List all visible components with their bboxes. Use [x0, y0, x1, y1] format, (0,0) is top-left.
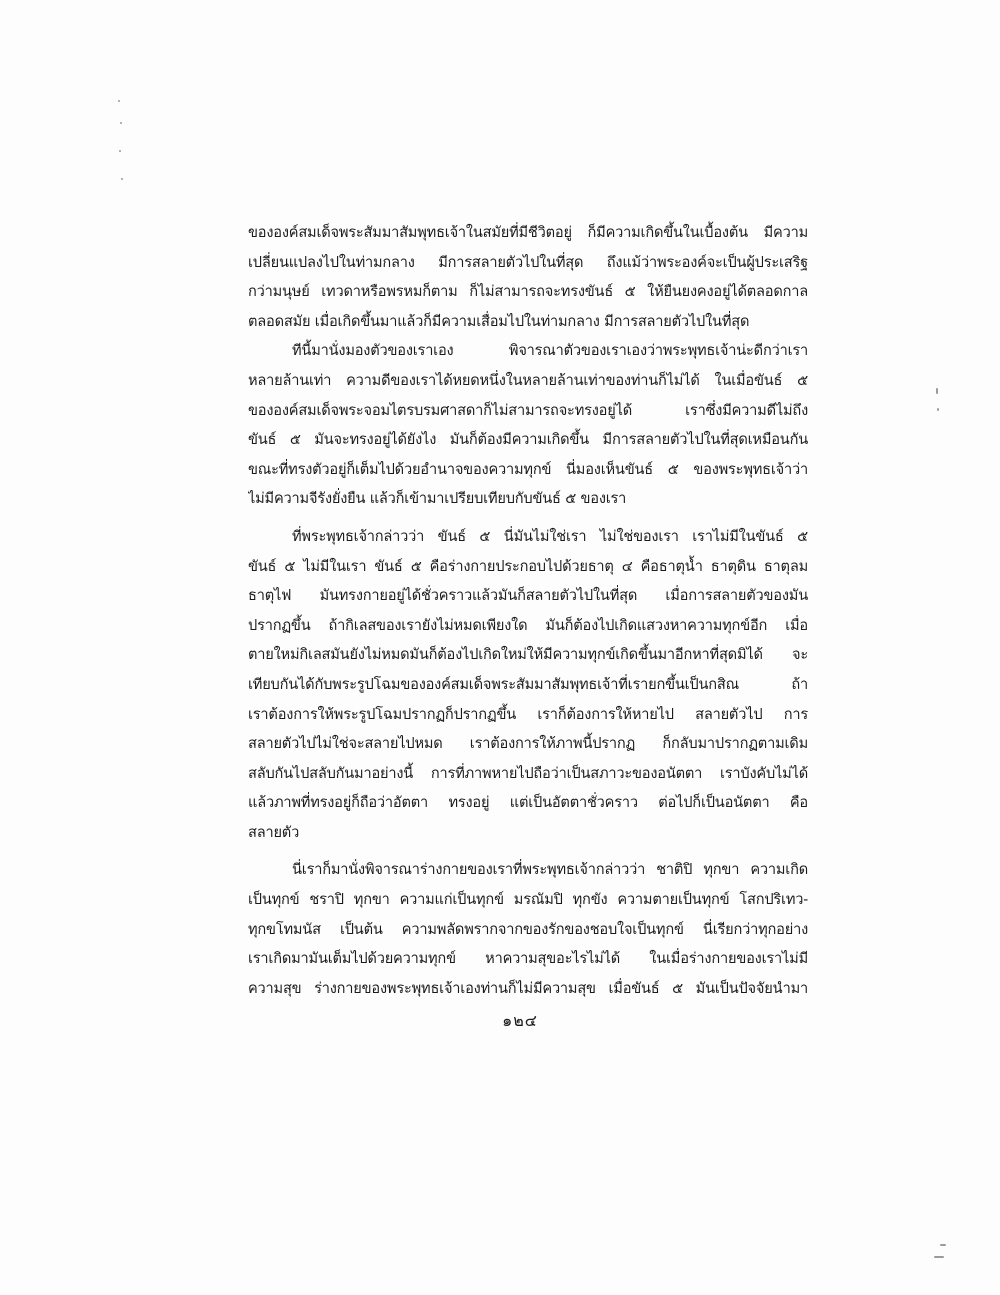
text-line: ความสุข ร่างกายของพระพุทธเจ้าเองท่านก็ไม่มีความสุข เมื่อขันธ์ ๕ มันเป็นปัจจัยนำมา — [248, 979, 808, 997]
text-line: สลับกันไปสลับกันมาอย่างนี้ การที่ภาพหายไปถือว่าเป็นสภาวะของอนัตตา เราบังคับไม่ได้ — [248, 764, 808, 782]
body-text — [248, 218, 808, 1003]
text-line: เราต้องการให้พระรูปโฉมปรากฏก็ปรากฏขึ้น เราก็ต้องการให้หายไป สลายตัวไป การ — [248, 705, 808, 723]
text-line: ขององค์สมเด็จพระสัมมาสัมพุทธเจ้าในสมัยที่มีชีวิตอยู่ ก็มีความเกิดขึ้นในเบื้องต้น มีความ — [248, 224, 808, 241]
scan-speck — [936, 388, 938, 394]
text-line: ธาตุไฟ มันทรงกายอยู่ได้ชั่วคราวแล้วมันก็สลายตัวไปในที่สุด เมื่อการสลายตัวของมัน — [248, 587, 808, 605]
scan-speck — [121, 178, 123, 180]
text-line: เปลี่ยนแปลงไปในท่ามกลาง มีการสลายตัวไปในที่สุด ถึงแม้ว่าพระองค์จะเป็นผู้ประเสริฐ — [248, 253, 808, 271]
scan-speck — [934, 1256, 944, 1258]
page-number: ๑๒๔ — [502, 1011, 538, 1030]
text-line: ทุกขโทมนัส เป็นต้น ความพลัดพรากจากของรักของชอบใจเป็นทุกข์ นี่เรียกว่าทุกอย่าง — [248, 920, 808, 938]
text-line: ปรากฏขึ้น ถ้ากิเลสของเรายังไม่หมดเพียงใด มันก็ต้องไปเกิดแสวงหาความทุกข์อีก เมื่อ — [248, 616, 808, 634]
text-line: หลายล้านเท่า ความดีของเราได้หยดหนึ่งในหลายล้านเท่าของท่านก็ไม่ได้ ในเมื่อขันธ์ ๕ — [248, 371, 808, 389]
text-line: ตายใหม่กิเลสมันยังไม่หมดมันก็ต้องไปเกิดใหม่ให้มีความทุกข์เกิดขึ้นมาอีกหาที่สุดมิได้ จะ — [248, 646, 808, 664]
text-line: แล้วภาพที่ทรงอยู่ก็ถือว่าอัตตา ทรงอยู่ แต่เป็นอัตตาชั่วคราว ต่อไปก็เป็นอนัตตา คือ — [248, 794, 808, 812]
text-line: เป็นทุกข์ ชราปิ ทุกขา ความแก่เป็นทุกข์ มรณัมปิ ทุกขัง ความตายเป็นทุกข์ โสกปริเทว- — [248, 891, 808, 909]
text-line: สลายตัว — [248, 823, 300, 841]
text-line: ตลอดสมัย เมื่อเกิดขึ้นมาแล้วก็มีความเสื่อมไปในท่ามกลาง มีการสลายตัวไปในที่สุด — [248, 312, 750, 330]
text-line: ทีนี้มานั่งมองตัวของเราเอง พิจารณาตัวของเราเองว่าพระพุทธเจ้าน่ะดีกว่าเรา — [292, 342, 808, 360]
scan-speck — [940, 1244, 946, 1246]
text-line: ที่พระพุทธเจ้ากล่าวว่า ขันธ์ ๕ นี่มันไม่ใช่เรา ไม่ใช่ของเรา เราไม่มีในขันธ์ ๕ — [292, 527, 808, 545]
text-line: สลายตัวไปไม่ใช่จะสลายไปหมด เราต้องการให้ภาพนี้ปรากฏ ก็กลับมาปรากฏตามเดิม — [248, 735, 808, 753]
text-line: ขององค์สมเด็จพระจอมไตรบรมศาสดาก็ไม่สามารถจะทรงอยู่ได้ เราซึ่งมีความดีไม่ถึง — [248, 401, 808, 419]
scan-speck — [937, 408, 939, 411]
text-line: ขันธ์ ๕ มันจะทรงอยู่ได้ยังไง มันก็ต้องมีความเกิดขึ้น มีการสลายตัวไปในที่สุดเหมือนกัน — [248, 431, 808, 449]
text-line: เทียบกันได้กับพระรูปโฉมขององค์สมเด็จพระสัมมาสัมพุทธเจ้าที่เรายกขึ้นเป็นกสิณ ถ้า — [248, 675, 808, 693]
text-line: ขันธ์ ๕ ไม่มีในเรา ขันธ์ ๕ คือร่างกายประกอบไปด้วยธาตุ ๔ คือธาตุน้ำ ธาตุดิน ธาตุลม — [248, 557, 808, 575]
text-line: นี่เราก็มานั่งพิจารณาร่างกายของเราที่พระพุทธเจ้ากล่าวว่า ชาติปิ ทุกขา ความเกิด — [292, 861, 808, 879]
text-line: ไม่มีความจีรังยั่งยืน แล้วก็เข้ามาเปรียบเทียบกับขันธ์ ๕ ของเรา — [248, 490, 627, 508]
scan-speck — [118, 100, 120, 102]
scan-speck — [119, 150, 121, 152]
text-line: เราเกิดมามันเต็มไปด้วยความทุกข์ หาความสุขอะไรไม่ได้ ในเมื่อร่างกายของเราไม่มี — [248, 950, 808, 968]
text-line: กว่ามนุษย์ เทวดาหรือพรหมก็ตาม ก็ไม่สามารถจะทรงขันธ์ ๕ ให้ยืนยงคงอยู่ได้ตลอดกาล — [248, 283, 808, 301]
scan-speck — [120, 122, 122, 124]
text-line: ขณะที่ทรงตัวอยู่ก็เต็มไปด้วยอำนาจของความทุกข์ นี่มองเห็นขันธ์ ๕ ของพระพุทธเจ้าว่า — [248, 460, 808, 478]
